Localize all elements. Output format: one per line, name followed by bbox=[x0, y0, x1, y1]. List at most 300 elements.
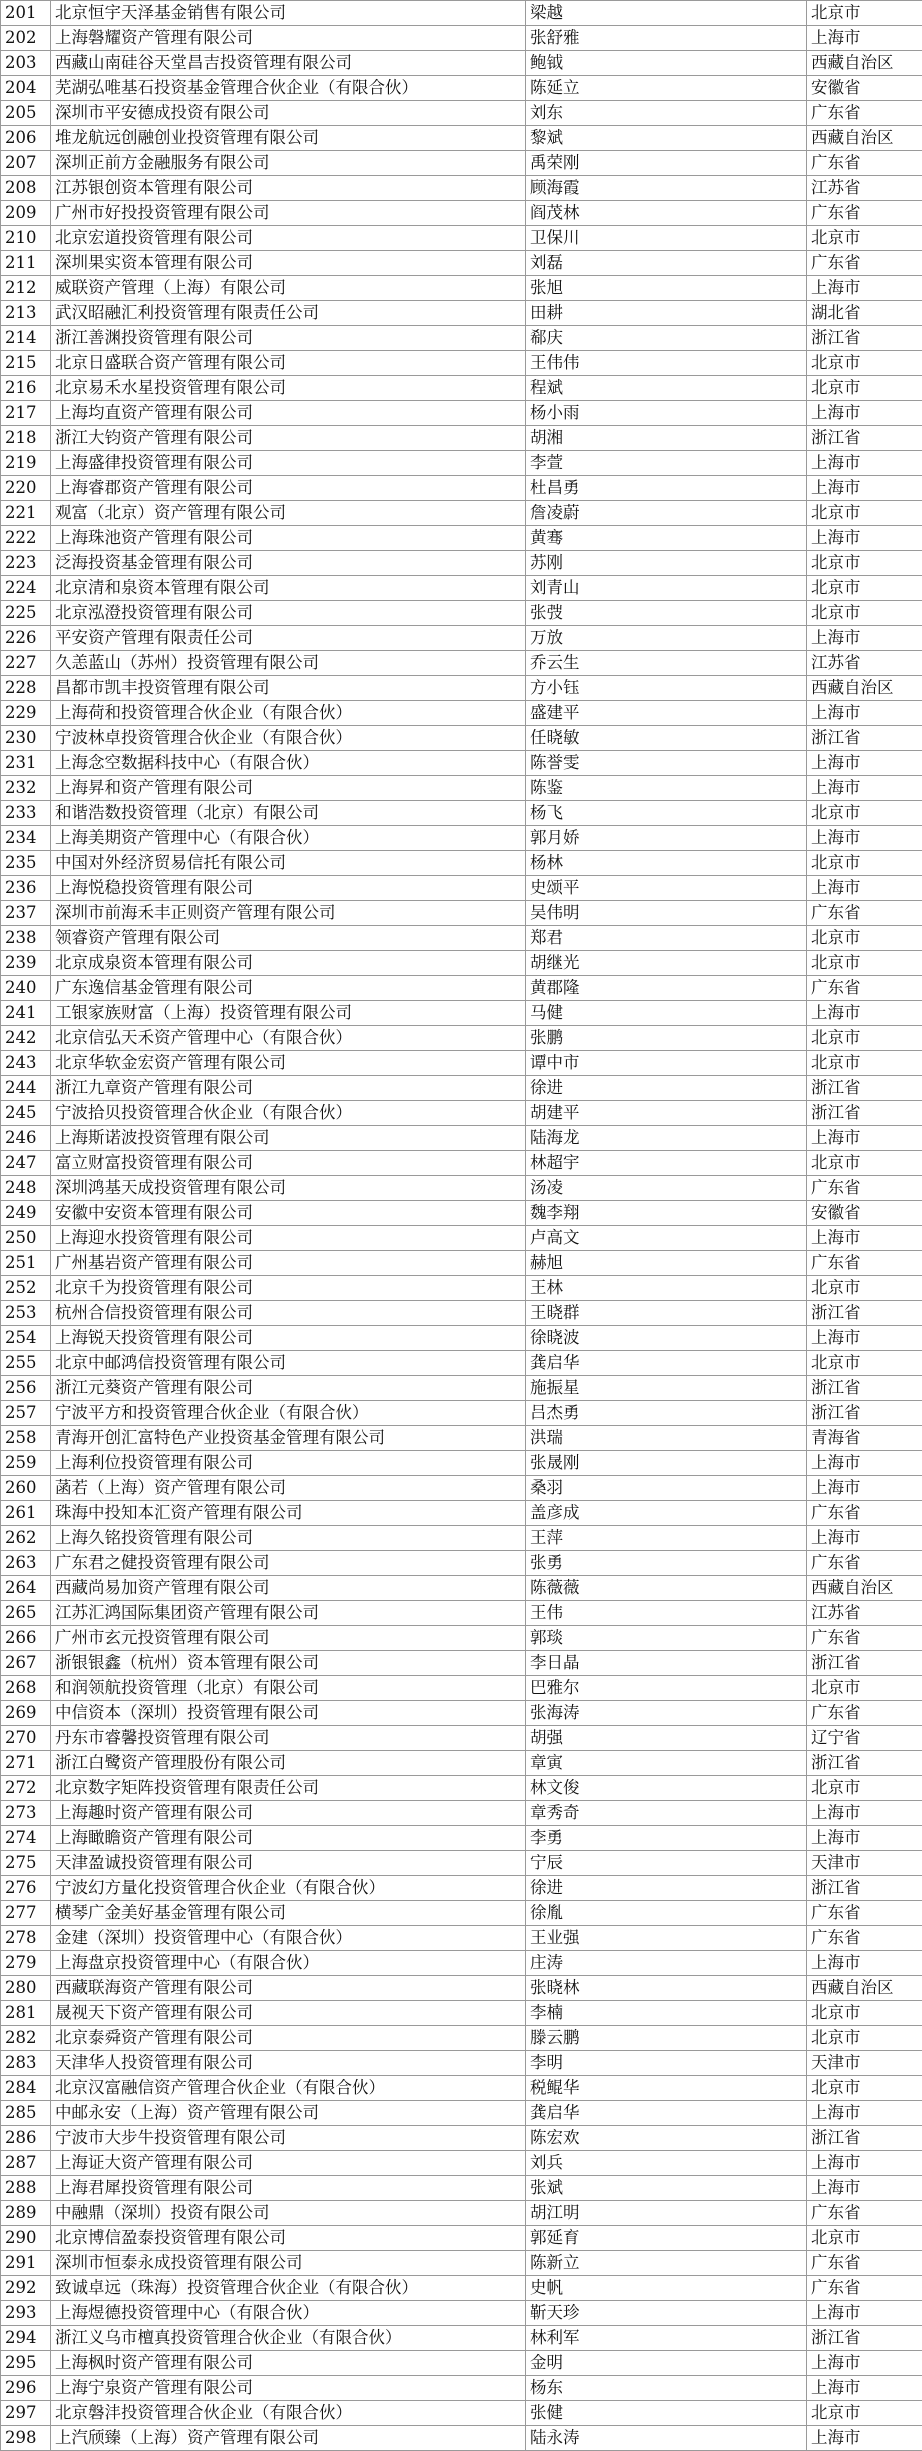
table-row bbox=[1, 76, 922, 101]
row-number: 262 bbox=[1, 1526, 51, 1551]
table-row bbox=[1, 1676, 922, 1701]
contact-person: 黎斌 bbox=[526, 126, 807, 151]
contact-person: 禹荣刚 bbox=[526, 151, 807, 176]
institution-name: 天津华人投资管理有限公司 bbox=[51, 2051, 526, 2076]
region: 上海市 bbox=[807, 1451, 922, 1476]
region: 天津市 bbox=[807, 2051, 922, 2076]
contact-person: 史帆 bbox=[526, 2276, 807, 2301]
region: 北京市 bbox=[807, 1776, 922, 1801]
contact-person: 庄涛 bbox=[526, 1951, 807, 1976]
region: 上海市 bbox=[807, 701, 922, 726]
row-number: 281 bbox=[1, 2001, 51, 2026]
row-number: 273 bbox=[1, 1801, 51, 1826]
region: 北京市 bbox=[807, 2001, 922, 2026]
institution-name: 上海念空数据科技中心（有限合伙） bbox=[51, 751, 526, 776]
table-row bbox=[1, 1176, 922, 1201]
institution-name: 中邮永安（上海）资产管理有限公司 bbox=[51, 2101, 526, 2126]
institution-name: 深圳正前方金融服务有限公司 bbox=[51, 151, 526, 176]
institution-name: 菡若（上海）资产管理有限公司 bbox=[51, 1476, 526, 1501]
institution-name: 广东君之健投资管理有限公司 bbox=[51, 1551, 526, 1576]
contact-person: 万放 bbox=[526, 626, 807, 651]
region: 北京市 bbox=[807, 851, 922, 876]
contact-person: 顾海霞 bbox=[526, 176, 807, 201]
contact-person: 巴雅尔 bbox=[526, 1676, 807, 1701]
table-row bbox=[1, 2301, 922, 2326]
row-number: 212 bbox=[1, 276, 51, 301]
table-row bbox=[1, 376, 922, 401]
region: 浙江省 bbox=[807, 1876, 922, 1901]
region: 浙江省 bbox=[807, 1101, 922, 1126]
region: 广东省 bbox=[807, 1626, 922, 1651]
table-row bbox=[1, 1976, 922, 2001]
table-row bbox=[1, 176, 922, 201]
contact-person: 张旭 bbox=[526, 276, 807, 301]
row-number: 296 bbox=[1, 2376, 51, 2401]
contact-person: 盛建平 bbox=[526, 701, 807, 726]
region: 北京市 bbox=[807, 1351, 922, 1376]
contact-person: 胡江明 bbox=[526, 2201, 807, 2226]
contact-person: 刘磊 bbox=[526, 251, 807, 276]
table-row bbox=[1, 1901, 922, 1926]
region: 北京市 bbox=[807, 1151, 922, 1176]
institution-name: 广州市玄元投资管理有限公司 bbox=[51, 1626, 526, 1651]
table-row bbox=[1, 426, 922, 451]
row-number: 233 bbox=[1, 801, 51, 826]
region: 广东省 bbox=[807, 1176, 922, 1201]
table-row bbox=[1, 1051, 922, 1076]
contact-person: 陈薇薇 bbox=[526, 1576, 807, 1601]
table-row bbox=[1, 976, 922, 1001]
region: 广东省 bbox=[807, 151, 922, 176]
row-number: 275 bbox=[1, 1851, 51, 1876]
row-number: 267 bbox=[1, 1651, 51, 1676]
table-row bbox=[1, 551, 922, 576]
region: 上海市 bbox=[807, 1826, 922, 1851]
contact-person: 杨东 bbox=[526, 2376, 807, 2401]
region: 上海市 bbox=[807, 751, 922, 776]
table-row bbox=[1, 1501, 922, 1526]
table-row bbox=[1, 676, 922, 701]
table-row bbox=[1, 26, 922, 51]
region: 北京市 bbox=[807, 1051, 922, 1076]
institution-name: 深圳市平安德成投资有限公司 bbox=[51, 101, 526, 126]
row-number: 266 bbox=[1, 1626, 51, 1651]
table-row bbox=[1, 1251, 922, 1276]
row-number: 251 bbox=[1, 1251, 51, 1276]
contact-person: 王萍 bbox=[526, 1526, 807, 1551]
institution-name: 上海昇和资产管理有限公司 bbox=[51, 776, 526, 801]
institution-name: 西藏联海资产管理有限公司 bbox=[51, 1976, 526, 2001]
region: 上海市 bbox=[807, 876, 922, 901]
institution-name: 和谐浩数投资管理（北京）有限公司 bbox=[51, 801, 526, 826]
region: 北京市 bbox=[807, 576, 922, 601]
row-number: 249 bbox=[1, 1201, 51, 1226]
row-number: 205 bbox=[1, 101, 51, 126]
table-row bbox=[1, 1401, 922, 1426]
institution-name: 广东逸信基金管理有限公司 bbox=[51, 976, 526, 1001]
contact-person: 卫保川 bbox=[526, 226, 807, 251]
contact-person: 吕杰勇 bbox=[526, 1401, 807, 1426]
region: 北京市 bbox=[807, 551, 922, 576]
table-row bbox=[1, 876, 922, 901]
contact-person: 王晓群 bbox=[526, 1301, 807, 1326]
region: 上海市 bbox=[807, 2426, 922, 2451]
region: 浙江省 bbox=[807, 1751, 922, 1776]
table-row bbox=[1, 301, 922, 326]
region: 北京市 bbox=[807, 226, 922, 251]
institution-name: 芜湖弘唯基石投资基金管理合伙企业（有限合伙） bbox=[51, 76, 526, 101]
contact-person: 郑君 bbox=[526, 926, 807, 951]
institution-name: 上海美期资产管理中心（有限合伙） bbox=[51, 826, 526, 851]
row-number: 218 bbox=[1, 426, 51, 451]
row-number: 277 bbox=[1, 1901, 51, 1926]
contact-person: 徐晓波 bbox=[526, 1326, 807, 1351]
row-number: 260 bbox=[1, 1476, 51, 1501]
contact-person: 赫旭 bbox=[526, 1251, 807, 1276]
table-row bbox=[1, 2151, 922, 2176]
institution-name: 上海利位投资管理有限公司 bbox=[51, 1451, 526, 1476]
row-number: 254 bbox=[1, 1326, 51, 1351]
contact-person: 龚启华 bbox=[526, 2101, 807, 2126]
table-row bbox=[1, 476, 922, 501]
table-row bbox=[1, 1726, 922, 1751]
region: 北京市 bbox=[807, 1026, 922, 1051]
region: 上海市 bbox=[807, 2151, 922, 2176]
table-row bbox=[1, 826, 922, 851]
contact-person: 刘东 bbox=[526, 101, 807, 126]
region: 浙江省 bbox=[807, 1301, 922, 1326]
table-row bbox=[1, 1576, 922, 1601]
row-number: 224 bbox=[1, 576, 51, 601]
row-number: 236 bbox=[1, 876, 51, 901]
contact-person: 王业强 bbox=[526, 1926, 807, 1951]
row-number: 240 bbox=[1, 976, 51, 1001]
row-number: 269 bbox=[1, 1701, 51, 1726]
contact-person: 王伟 bbox=[526, 1601, 807, 1626]
table-row bbox=[1, 1201, 922, 1226]
region: 江苏省 bbox=[807, 1601, 922, 1626]
institution-name: 北京信弘天禾资产管理中心（有限合伙） bbox=[51, 1026, 526, 1051]
institution-name: 工银家族财富（上海）投资管理有限公司 bbox=[51, 1001, 526, 1026]
institution-name: 久恙蓝山（苏州）投资管理有限公司 bbox=[51, 651, 526, 676]
institution-name: 杭州合信投资管理有限公司 bbox=[51, 1301, 526, 1326]
row-number: 203 bbox=[1, 51, 51, 76]
region: 北京市 bbox=[807, 1676, 922, 1701]
contact-person: 张晟刚 bbox=[526, 1451, 807, 1476]
region: 上海市 bbox=[807, 2101, 922, 2126]
institution-name: 上海久铭投资管理有限公司 bbox=[51, 1526, 526, 1551]
institution-name: 上海斯诺波投资管理有限公司 bbox=[51, 1126, 526, 1151]
contact-person: 张海涛 bbox=[526, 1701, 807, 1726]
row-number: 271 bbox=[1, 1751, 51, 1776]
table-row bbox=[1, 251, 922, 276]
region: 广东省 bbox=[807, 251, 922, 276]
row-number: 241 bbox=[1, 1001, 51, 1026]
row-number: 235 bbox=[1, 851, 51, 876]
table-row bbox=[1, 2001, 922, 2026]
row-number: 291 bbox=[1, 2251, 51, 2276]
region: 北京市 bbox=[807, 1276, 922, 1301]
row-number: 252 bbox=[1, 1276, 51, 1301]
contact-person: 陆海龙 bbox=[526, 1126, 807, 1151]
row-number: 256 bbox=[1, 1376, 51, 1401]
row-number: 242 bbox=[1, 1026, 51, 1051]
row-number: 298 bbox=[1, 2426, 51, 2451]
row-number: 221 bbox=[1, 501, 51, 526]
row-number: 227 bbox=[1, 651, 51, 676]
row-number: 263 bbox=[1, 1551, 51, 1576]
table-row bbox=[1, 1076, 922, 1101]
table-row bbox=[1, 1351, 922, 1376]
table-row bbox=[1, 1101, 922, 1126]
row-number: 297 bbox=[1, 2401, 51, 2426]
table-row bbox=[1, 1926, 922, 1951]
region: 广东省 bbox=[807, 201, 922, 226]
region: 浙江省 bbox=[807, 726, 922, 751]
contact-person: 郭延育 bbox=[526, 2226, 807, 2251]
institution-name: 浙江元葵资产管理有限公司 bbox=[51, 1376, 526, 1401]
region: 广东省 bbox=[807, 1551, 922, 1576]
row-number: 253 bbox=[1, 1301, 51, 1326]
region: 广东省 bbox=[807, 2201, 922, 2226]
table-row bbox=[1, 1226, 922, 1251]
region: 西藏自治区 bbox=[807, 51, 922, 76]
table-row bbox=[1, 1476, 922, 1501]
institution-name: 致诚卓远（珠海）投资管理合伙企业（有限合伙） bbox=[51, 2276, 526, 2301]
institution-name: 北京恒宇天泽基金销售有限公司 bbox=[51, 1, 526, 26]
institution-name: 广州市好投投资管理有限公司 bbox=[51, 201, 526, 226]
region: 上海市 bbox=[807, 2376, 922, 2401]
institution-name: 浙江义乌市檀真投资管理合伙企业（有限合伙） bbox=[51, 2326, 526, 2351]
contact-person: 张健 bbox=[526, 2401, 807, 2426]
row-number: 209 bbox=[1, 201, 51, 226]
row-number: 289 bbox=[1, 2201, 51, 2226]
contact-person: 胡湘 bbox=[526, 426, 807, 451]
contact-person: 林文俊 bbox=[526, 1776, 807, 1801]
table-row bbox=[1, 801, 922, 826]
table-row bbox=[1, 151, 922, 176]
table-row bbox=[1, 1651, 922, 1676]
contact-person: 杨小雨 bbox=[526, 401, 807, 426]
contact-person: 黄郡隆 bbox=[526, 976, 807, 1001]
row-number: 264 bbox=[1, 1576, 51, 1601]
region: 上海市 bbox=[807, 476, 922, 501]
table-row bbox=[1, 451, 922, 476]
institution-name: 西藏尚易加资产管理有限公司 bbox=[51, 1576, 526, 1601]
region: 浙江省 bbox=[807, 1651, 922, 1676]
contact-person: 杨林 bbox=[526, 851, 807, 876]
region: 广东省 bbox=[807, 901, 922, 926]
table-row bbox=[1, 2426, 922, 2451]
row-number: 290 bbox=[1, 2226, 51, 2251]
contact-person: 陆永涛 bbox=[526, 2426, 807, 2451]
institution-name: 和润领航投资管理（北京）有限公司 bbox=[51, 1676, 526, 1701]
contact-person: 李萱 bbox=[526, 451, 807, 476]
table-row bbox=[1, 1601, 922, 1626]
table-row bbox=[1, 1801, 922, 1826]
institution-name: 江苏汇鸿国际集团资产管理有限公司 bbox=[51, 1601, 526, 1626]
row-number: 268 bbox=[1, 1676, 51, 1701]
row-number: 295 bbox=[1, 2351, 51, 2376]
row-number: 223 bbox=[1, 551, 51, 576]
row-number: 265 bbox=[1, 1601, 51, 1626]
institution-name: 中国对外经济贸易信托有限公司 bbox=[51, 851, 526, 876]
institution-name: 中融鼎（深圳）投资有限公司 bbox=[51, 2201, 526, 2226]
institution-name: 上海睿郡资产管理有限公司 bbox=[51, 476, 526, 501]
contact-person: 陈誉雯 bbox=[526, 751, 807, 776]
row-number: 246 bbox=[1, 1126, 51, 1151]
row-number: 213 bbox=[1, 301, 51, 326]
institution-name: 上海均直资产管理有限公司 bbox=[51, 401, 526, 426]
contact-person: 徐胤 bbox=[526, 1901, 807, 1926]
row-number: 206 bbox=[1, 126, 51, 151]
contact-person: 章秀奇 bbox=[526, 1801, 807, 1826]
contact-person: 税鲲华 bbox=[526, 2076, 807, 2101]
table-row bbox=[1, 776, 922, 801]
region: 上海市 bbox=[807, 1126, 922, 1151]
contact-person: 谭中市 bbox=[526, 1051, 807, 1076]
institution-name: 北京泓澄投资管理有限公司 bbox=[51, 601, 526, 626]
table-row bbox=[1, 1376, 922, 1401]
row-number: 217 bbox=[1, 401, 51, 426]
contact-person: 胡强 bbox=[526, 1726, 807, 1751]
contact-person: 刘兵 bbox=[526, 2151, 807, 2176]
institution-name: 北京成泉资本管理有限公司 bbox=[51, 951, 526, 976]
institution-name: 中信资本（深圳）投资管理有限公司 bbox=[51, 1701, 526, 1726]
institution-name: 上海煜德投资管理中心（有限合伙） bbox=[51, 2301, 526, 2326]
contact-person: 徐进 bbox=[526, 1876, 807, 1901]
region: 上海市 bbox=[807, 401, 922, 426]
institution-name: 昌都市凯丰投资管理有限公司 bbox=[51, 676, 526, 701]
row-number: 272 bbox=[1, 1776, 51, 1801]
contact-person: 杨飞 bbox=[526, 801, 807, 826]
region: 上海市 bbox=[807, 2176, 922, 2201]
table-row bbox=[1, 1151, 922, 1176]
institution-name: 上海盛律投资管理有限公司 bbox=[51, 451, 526, 476]
contact-person: 陈宏欢 bbox=[526, 2126, 807, 2151]
table-row bbox=[1, 901, 922, 926]
institution-name: 金建（深圳）投资管理中心（有限合伙） bbox=[51, 1926, 526, 1951]
institution-name: 浙江大钧资产管理有限公司 bbox=[51, 426, 526, 451]
region: 上海市 bbox=[807, 826, 922, 851]
contact-person: 黄骞 bbox=[526, 526, 807, 551]
region: 广东省 bbox=[807, 1501, 922, 1526]
table-row bbox=[1, 1326, 922, 1351]
row-number: 278 bbox=[1, 1926, 51, 1951]
contact-person: 任晓敏 bbox=[526, 726, 807, 751]
contact-person: 方小钰 bbox=[526, 676, 807, 701]
contact-person: 陈新立 bbox=[526, 2251, 807, 2276]
contact-person: 王伟伟 bbox=[526, 351, 807, 376]
contact-person: 张晓林 bbox=[526, 1976, 807, 2001]
row-number: 208 bbox=[1, 176, 51, 201]
contact-person: 汤凌 bbox=[526, 1176, 807, 1201]
contact-person: 李勇 bbox=[526, 1826, 807, 1851]
contact-person: 桑羽 bbox=[526, 1476, 807, 1501]
contact-person: 郭琰 bbox=[526, 1626, 807, 1651]
region: 上海市 bbox=[807, 276, 922, 301]
region: 北京市 bbox=[807, 2076, 922, 2101]
region: 西藏自治区 bbox=[807, 676, 922, 701]
region: 广东省 bbox=[807, 976, 922, 1001]
table-row bbox=[1, 1626, 922, 1651]
table-row bbox=[1, 2126, 922, 2151]
contact-person: 张鹏 bbox=[526, 1026, 807, 1051]
row-number: 201 bbox=[1, 1, 51, 26]
region: 广东省 bbox=[807, 101, 922, 126]
contact-person: 徐进 bbox=[526, 1076, 807, 1101]
region: 江苏省 bbox=[807, 651, 922, 676]
contact-person: 洪瑞 bbox=[526, 1426, 807, 1451]
table-row bbox=[1, 1876, 922, 1901]
region: 广东省 bbox=[807, 2276, 922, 2301]
region: 北京市 bbox=[807, 376, 922, 401]
row-number: 255 bbox=[1, 1351, 51, 1376]
contact-person: 梁越 bbox=[526, 1, 807, 26]
row-number: 287 bbox=[1, 2151, 51, 2176]
institution-name: 浙江九章资产管理有限公司 bbox=[51, 1076, 526, 1101]
region: 上海市 bbox=[807, 626, 922, 651]
table-row bbox=[1, 1526, 922, 1551]
institution-name: 西藏山南硅谷天堂昌吉投资管理有限公司 bbox=[51, 51, 526, 76]
institution-name: 上海荷和投资管理合伙企业（有限合伙） bbox=[51, 701, 526, 726]
row-number: 237 bbox=[1, 901, 51, 926]
table-row bbox=[1, 1301, 922, 1326]
contact-person: 施振星 bbox=[526, 1376, 807, 1401]
contact-person: 魏李翔 bbox=[526, 1201, 807, 1226]
institution-name: 上海迎水投资管理有限公司 bbox=[51, 1226, 526, 1251]
contact-person: 胡建平 bbox=[526, 1101, 807, 1126]
table-row bbox=[1, 2226, 922, 2251]
contact-person: 杜昌勇 bbox=[526, 476, 807, 501]
table-row bbox=[1, 1701, 922, 1726]
institution-name: 安徽中安资本管理有限公司 bbox=[51, 1201, 526, 1226]
row-number: 215 bbox=[1, 351, 51, 376]
institution-name: 深圳果实资本管理有限公司 bbox=[51, 251, 526, 276]
contact-person: 苏刚 bbox=[526, 551, 807, 576]
institution-name: 青海开创汇富特色产业投资基金管理有限公司 bbox=[51, 1426, 526, 1451]
table-row bbox=[1, 651, 922, 676]
table-row bbox=[1, 1851, 922, 1876]
row-number: 229 bbox=[1, 701, 51, 726]
institution-name: 北京宏道投资管理有限公司 bbox=[51, 226, 526, 251]
institution-name: 上海枫时资产管理有限公司 bbox=[51, 2351, 526, 2376]
contact-person: 詹凌蔚 bbox=[526, 501, 807, 526]
table-row bbox=[1, 701, 922, 726]
institution-name: 浙银银鑫（杭州）资本管理有限公司 bbox=[51, 1651, 526, 1676]
row-number: 211 bbox=[1, 251, 51, 276]
row-number: 258 bbox=[1, 1426, 51, 1451]
table-row bbox=[1, 2176, 922, 2201]
institution-name: 宁波市大步牛投资管理有限公司 bbox=[51, 2126, 526, 2151]
table-row bbox=[1, 1126, 922, 1151]
region: 浙江省 bbox=[807, 2326, 922, 2351]
table-row bbox=[1, 101, 922, 126]
region: 浙江省 bbox=[807, 1401, 922, 1426]
table-row bbox=[1, 1551, 922, 1576]
table-row bbox=[1, 1826, 922, 1851]
contact-person: 章寅 bbox=[526, 1751, 807, 1776]
row-number: 248 bbox=[1, 1176, 51, 1201]
region: 安徽省 bbox=[807, 1201, 922, 1226]
row-number: 245 bbox=[1, 1101, 51, 1126]
institution-name: 深圳鸿基天成投资管理有限公司 bbox=[51, 1176, 526, 1201]
institution-name: 泛海投资基金管理有限公司 bbox=[51, 551, 526, 576]
table-row bbox=[1, 951, 922, 976]
contact-person: 陈延立 bbox=[526, 76, 807, 101]
row-number: 219 bbox=[1, 451, 51, 476]
institution-name: 宁波林卓投资管理合伙企业（有限合伙） bbox=[51, 726, 526, 751]
